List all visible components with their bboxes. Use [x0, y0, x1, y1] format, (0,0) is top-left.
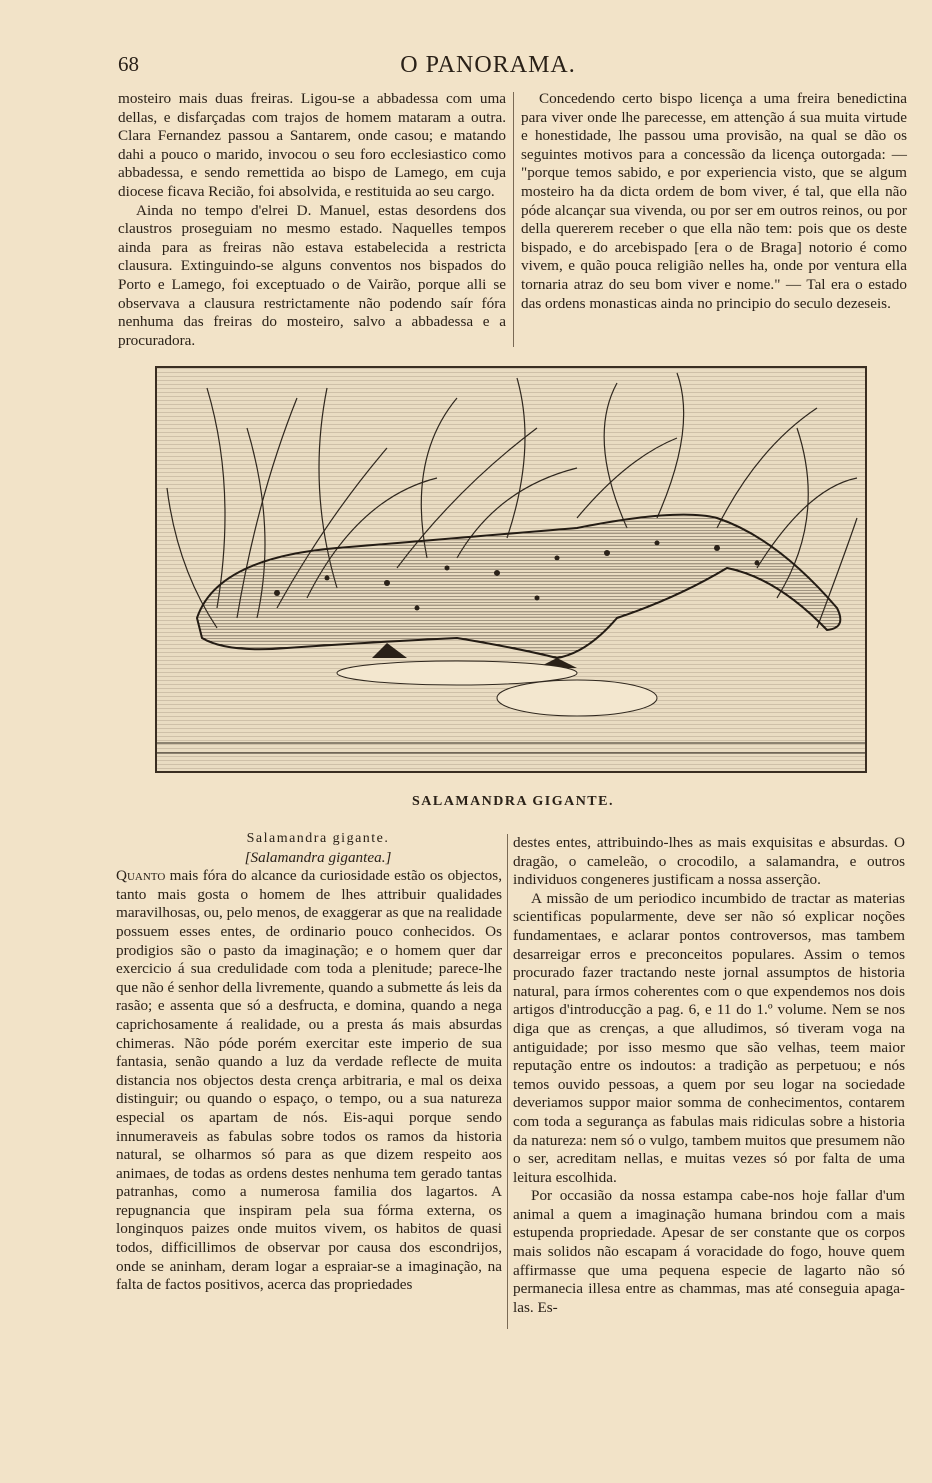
figure-caption: SALAMANDRA GIGANTE. — [412, 794, 614, 809]
paragraph: A missão de um periodico incumbido de tractar as materias scientificas popularmente, deve ser não só explicar noções fundamentaes, e aclarar pontos controversos, mas tambem desarreigar erros e preconceitos populares. Assim o temos procurado fazer tractando neste jornal assumptos de historia natural, para írmos coherentes com o que expendemos nos dois artigos d'introducção a pag. 6, e 11 do 1.º volume. Nem se nos diga que as crenças, a que alludimos, só tiveram voga na antiguidade; por isso mesmo que são velhas, teem maior reputação entre os indoutos: a tradição as perpetuou; e nós temos ouvido pessoas, a quem por seu logar na sociedade deveriamos suppor maior somma de conhecimentos, contarem com toda a segurança as fabulas mais ridiculas sobre a historia da natureza: nem só o vulgo, tambem muitos que presumem não o ser, acreditam nellas, e muitas vezes só por falta de uma leitura escolhida. — [513, 889, 905, 1186]
paragraph: Por occasião da nossa estampa cabe-nos hoje fallar d'um animal a quem a imaginação humana brindou com a mais estupenda propriedade. Apesar de ser constante que os corpos mais solidos não escapam á voracidade do fogo, houve quem affirmasse que uma pequena especie de lagarto não só permanecia illesa entre as chammas, mas até conseguia apaga-las. Es- — [513, 1187, 905, 1316]
running-title: O PANORAMA. — [400, 52, 576, 78]
salamander-illustration — [157, 368, 865, 771]
column-rule — [513, 92, 514, 347]
column-rule — [507, 834, 508, 1329]
paragraph: Concedendo certo bispo licença a uma freira benedictina para viver onde lhe parecesse, em attenção á sua muita virtude e honestidade, lhe passou uma provisão, na qual se dão os seguintes motivos para a concessão da licença outorgada: — "porque temos sabido, e por experiencia visto, que se algum mosteiro ha da dicta ordem de bom viver, é tal, que ella não póde alcançar sua vivenda, ou por ser em outros reinos, ou por della quererem receber o que ella não tem: pois que os deste bispado, e do arcebispado [era o de Braga] notorio é como vivem, e quão pouca religião nelles ha, onde por ventura ella tornaria atraz do seu bom viver e nome." — Tal era o estado das ordens monasticas ainda no principio do seculo dezeseis. — [521, 90, 907, 312]
top-right-column — [521, 90, 907, 313]
salamander-engraving — [155, 366, 867, 773]
article-left-column — [116, 830, 502, 1295]
paragraph: Ainda no tempo d'elrei D. Manuel, estas desordens dos claustros proseguiam no mesmo estado. Naquelles tempos ainda para as freiras não estava estabelecida a restricta clausura. Extinguindo-se alguns conventos nos bispados do Porto e Lamego, foi exceptuado o de Vairão, porque alli se observava a clausura restrictamente não podendo saír fóra nenhuma das freiras do mosteiro, salvo a abbadessa e a procuradora. — [118, 201, 506, 349]
paragraph: mosteiro mais duas freiras. Ligou-se a abbadessa com uma dellas, e disfarçadas com trajos de homem mataram a outra. Clara Fernandez passou a Santarem, onde casou; e matando dahi a pouco o marido, invocou o seu foro ecclesiastico como abbadessa, e sendo remettida ao bispo de Lamego, em cuja diocese ficava Recião, foi absolvida, e restituida ao seu cargo. — [118, 90, 506, 200]
paragraph-text: mais fóra do alcance da curiosidade estão os objectos, tanto mais gosta o homem de lhes attribuir qualidades maravilhosas, ou, pelo menos, de exaggerar as que na realidade possuem esses entes, de ordinario pouco conhecidos. Os prodigios são o pasto da imaginação; e o homem quer dar exercicio á sua credulidade com toda a plenitude; parece-lhe que não é senhor della livremente, quando a submette ás leis da rasão; e assenta que só a desfructa, e domina, quando a nega caprichosamente á realidade, ou a presta ás mais absurdas chimeras. Não póde porém exercitar este imperio de sua fantasia, senão quando a luz da verdade reflecte de muita distancia nos objectos desta crença arbitraria, e mal os deixa distinguir; ou quando o espaço, o tempo, ou a sua natureza especial os apartam de nós. Eis-aqui porque sendo innumeraveis as fabulas sobre todos os ramos da historia natural, se olharmos só para as que dizem respeito aos animaes, de todas as ordens destes nenhuma tem gerado tantas patranhas, como a numerosa familia dos lagartos. A repugnancia que inspiram pela sua fórma externa, os longinquos paizes onde muitos vivem, os habitos de quasi todos, difficillimos de observar por causa dos escondrijos, onde se aninham, deram logar a espraiar-se a imaginação, na falta de factos positivos, acerca das propriedades — [116, 867, 502, 1294]
top-left-column — [118, 90, 506, 350]
article-subtitle: [Salamandra gigantea.] — [244, 848, 392, 866]
article-right-column — [513, 834, 905, 1317]
page-header — [118, 52, 858, 82]
paragraph — [116, 867, 502, 1295]
article-title: Salamandra gigante. — [246, 831, 390, 846]
drop-word: Quanto — [116, 867, 166, 885]
paragraph: destes entes, attribuindo-lhes as mais exquisitas e absurdas. O dragão, o cameleão, o crocodilo, a salamandra, e outros individuos congeneres justificam a nossa asserção. — [513, 834, 905, 889]
page-number: 68 — [118, 52, 139, 76]
